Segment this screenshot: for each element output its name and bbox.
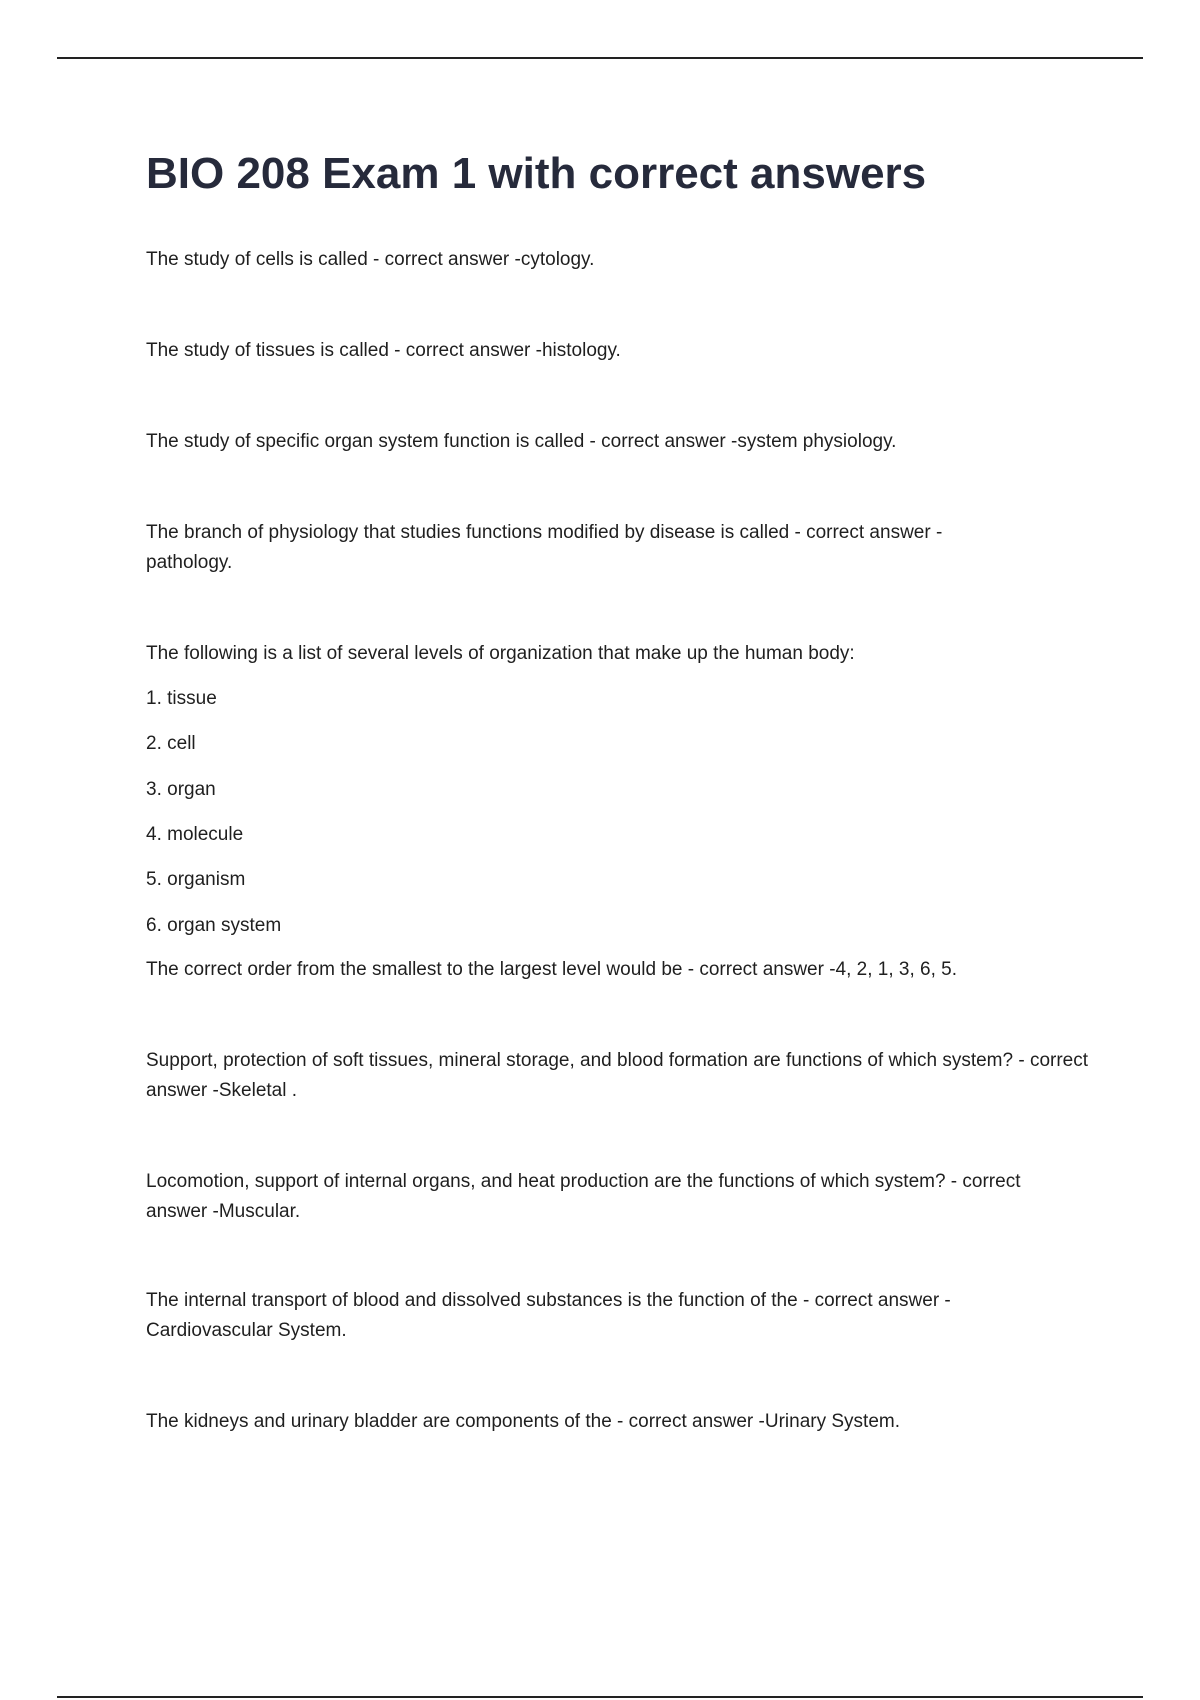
qa-item-urinary: The kidneys and urinary bladder are components of the - correct answer -Urinary System. [146, 1411, 900, 1432]
qa-item-histology: The study of tissues is called - correct answer -histology. [146, 340, 621, 361]
list-item: 5. organism [146, 869, 246, 890]
qa-item-organization-intro: The following is a list of several levels of organization that make up the human body: [146, 643, 855, 664]
qa-item-organization-answer: The correct order from the smallest to the largest level would be - correct answer -4, 2, 1, 3, 6, 5. [146, 959, 958, 980]
qa-item-skeletal: Support, protection of soft tissues, mineral storage, and blood formation are functions of which system? - correct answer -Skeletal . [146, 1050, 1089, 1101]
list-item: 4. molecule [146, 824, 244, 845]
list-item: 3. organ [146, 779, 216, 800]
qa-item-cytology: The study of cells is called - correct answer -cytology. [146, 249, 595, 270]
list-item: 6. organ system [146, 915, 282, 936]
list-item: 2. cell [146, 733, 196, 754]
qa-item-system-physiology: The study of specific organ system function is called - correct answer -system physiology. [146, 431, 897, 452]
qa-item-cardiovascular: The internal transport of blood and dissolved substances is the function of the - correct answer - Cardiovascular System. [146, 1290, 951, 1341]
qa-item-muscular: Locomotion, support of internal organs, and heat production are the functions of which system? - correct answer -Muscular. [146, 1171, 1021, 1222]
qa-item-pathology: The branch of physiology that studies functions modified by disease is called - correct answer - pathology. [146, 522, 943, 573]
list-item: 1. tissue [146, 688, 217, 709]
document-title: BIO 208 Exam 1 with correct answers [146, 149, 927, 198]
bottom-divider [57, 1696, 1143, 1698]
top-divider [57, 57, 1143, 59]
